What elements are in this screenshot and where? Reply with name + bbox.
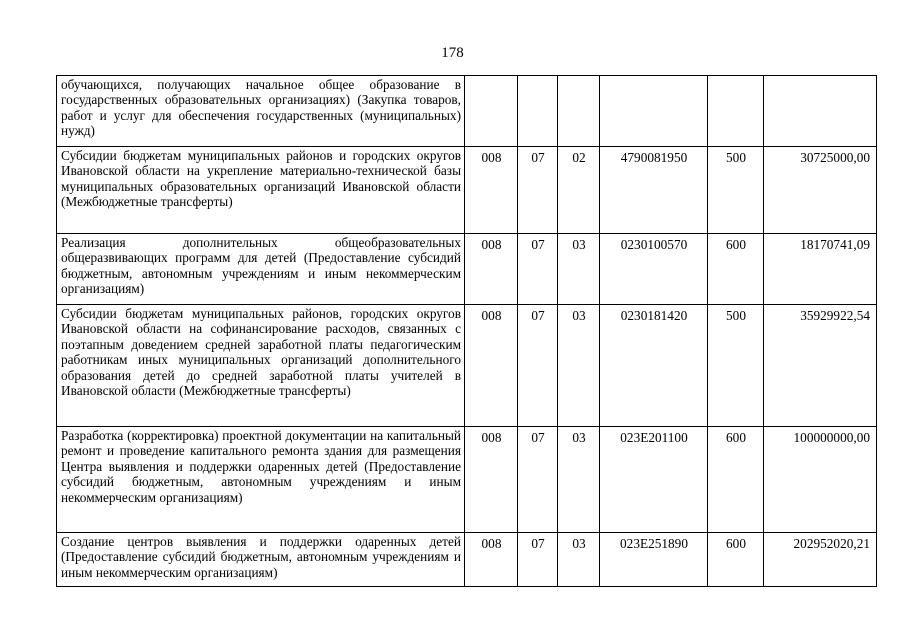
row-description: обучающихся, получающих начальное общее образование в государственных образовательных организациях) (Закупка товаров, работ и услуг для обеспечения государственных (муниципальных) нужд): [57, 76, 465, 147]
row-expense-type: 600: [708, 234, 764, 305]
table-row: [57, 533, 877, 587]
row-amount: [764, 76, 877, 147]
table-row: [57, 305, 877, 427]
row-admin-code: 008: [465, 234, 518, 305]
row-admin-code: 008: [465, 427, 518, 533]
row-section: 07: [518, 234, 558, 305]
row-section: [518, 76, 558, 147]
row-description: Разработка (корректировка) проектной документации на капитальный ремонт и проведение капитального ремонта здания для размещения Центра выявления и поддержки одаренных детей (Предоставление субсидий бюджетным, автономным учреждениям и иным некоммерческим организациям): [57, 427, 465, 533]
row-section: 07: [518, 305, 558, 427]
row-expense-type: 500: [708, 147, 764, 234]
row-description: Создание центров выявления и поддержки одаренных детей (Предоставление субсидий бюджетным, автономным учреждениям и иным некоммерческим организациям): [57, 533, 465, 587]
row-description: Субсидии бюджетам муниципальных районов и городских округов Ивановской области на укрепление материально-технической базы муниципальных образовательных организаций Ивановской области (Межбюджетные трансферты): [57, 147, 465, 234]
row-amount: 100000000,00: [764, 427, 877, 533]
row-subsection: 03: [558, 533, 600, 587]
row-subsection: 03: [558, 234, 600, 305]
page-number: 178: [441, 45, 464, 61]
row-amount: 35929922,54: [764, 305, 877, 427]
row-description: Реализация дополнительных общеобразовательных общеразвивающих программ для детей (Предоставление субсидий бюджетным, автономным учреждениям и иным некоммерческим организациям): [57, 234, 465, 305]
row-section: 07: [518, 147, 558, 234]
table-row: [57, 427, 877, 533]
table-row: [57, 234, 877, 305]
row-target-item: 4790081950: [600, 147, 708, 234]
row-section: 07: [518, 427, 558, 533]
budget-table: [56, 75, 877, 587]
row-section: 07: [518, 533, 558, 587]
row-subsection: 02: [558, 147, 600, 234]
row-subsection: [558, 76, 600, 147]
row-amount: 30725000,00: [764, 147, 877, 234]
row-admin-code: 008: [465, 147, 518, 234]
row-target-item: [600, 76, 708, 147]
table-row: [57, 147, 877, 234]
row-target-item: 0230100570: [600, 234, 708, 305]
row-expense-type: 600: [708, 533, 764, 587]
row-subsection: 03: [558, 305, 600, 427]
row-amount: 202952020,21: [764, 533, 877, 587]
row-target-item: 023E251890: [600, 533, 708, 587]
row-admin-code: 008: [465, 305, 518, 427]
row-target-item: 0230181420: [600, 305, 708, 427]
row-admin-code: [465, 76, 518, 147]
table-row: [57, 76, 877, 147]
row-description: Субсидии бюджетам муниципальных районов, городских округов Ивановской области на софинансирование расходов, связанных с поэтапным доведением средней заработной платы педагогическим работникам иных муниципальных организаций дополнительного образования детей до средней заработной платы учителей в Ивановской области (Межбюджетные трансферты): [57, 305, 465, 427]
row-amount: 18170741,09: [764, 234, 877, 305]
row-expense-type: 600: [708, 427, 764, 533]
row-admin-code: 008: [465, 533, 518, 587]
row-expense-type: [708, 76, 764, 147]
row-expense-type: 500: [708, 305, 764, 427]
row-target-item: 023E201100: [600, 427, 708, 533]
row-subsection: 03: [558, 427, 600, 533]
